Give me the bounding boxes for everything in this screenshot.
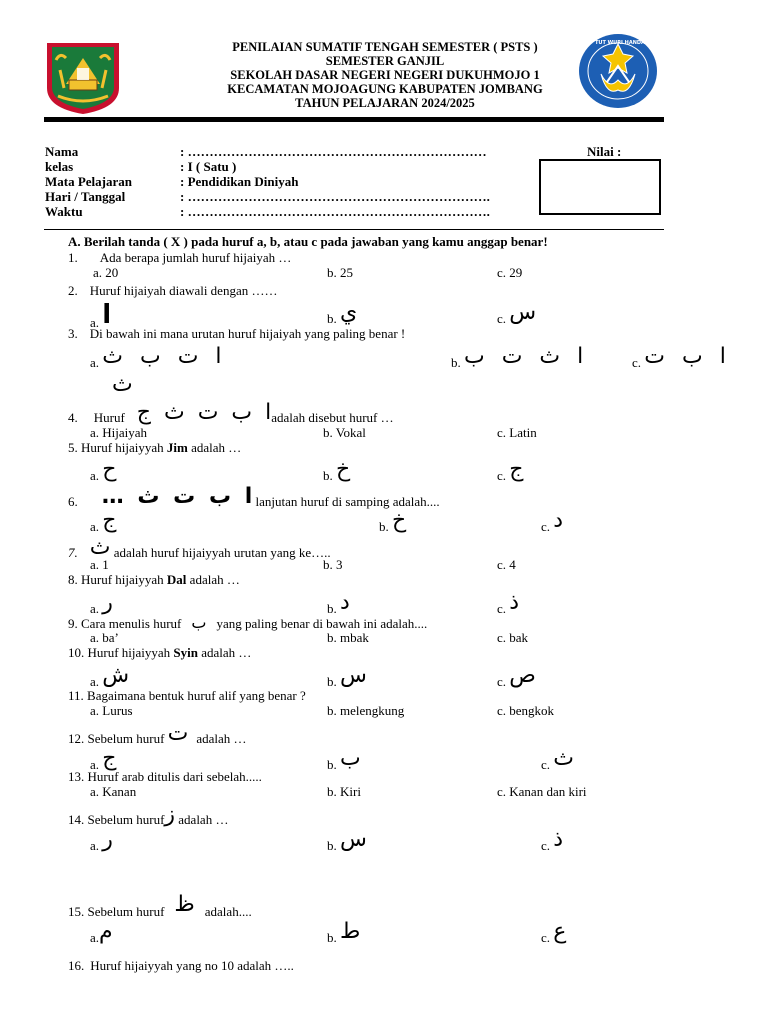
q9-arabic: ب [191,613,207,632]
q12-option-b-label: b. [327,757,337,772]
q2-text: Huruf hijaiyah diawali dengan …… [89,283,278,298]
q4-option-c[interactable]: c. Latin [497,425,537,440]
q14-option-b-arabic: س [340,827,367,852]
q3-option-a-wrap: ث [112,372,133,397]
q2-option-b-arabic: ي [340,300,358,325]
q15-option-b[interactable] [327,919,361,947]
q12-arabic: ت [167,721,189,746]
q12-text-pre: Sebelum huruf [87,731,165,746]
q3-option-c[interactable] [632,344,726,372]
identity-value-mapel: : Pendidikan Diniyah [180,174,299,189]
q15 [68,892,252,921]
q3-option-b[interactable] [451,344,584,372]
identity-value-kelas: : I ( Satu ) [180,159,237,174]
q14-text-post: adalah … [178,812,229,827]
q6-option-a-label: a. [90,519,100,534]
q5 [68,440,241,456]
q9-option-b[interactable]: b. mbak [327,630,369,645]
q2-option-a-label: a. [90,315,100,330]
q12-option-b-arabic: ب [340,746,361,771]
q15-arabic: ظ [174,892,195,917]
q8-option-c-label: c. [497,601,507,616]
identity-value-tanggal[interactable]: : ……………………………………………………………. [180,189,490,204]
q11-option-a[interactable]: a. Lurus [90,703,133,718]
q8-text-pre: Huruf hijaiyyah [81,572,167,587]
q10-option-c-arabic: ص [509,663,536,688]
q3-option-c-label: c. [632,355,642,370]
header-line-2: SEMESTER GANJIL [325,54,445,68]
tut-wuri-handayani-logo [577,32,659,110]
q6-option-a-arabic: ج [102,508,117,533]
q7-number: 7. [68,545,78,560]
q16-text: Huruf hijaiyyah yang no 10 adalah ….. [90,958,294,973]
q8-text-bold: Dal [166,572,187,587]
q11-number: 11. [68,688,84,703]
q2-option-a-arabic: ا [102,300,112,330]
q14-option-b[interactable] [327,827,367,855]
q4-option-a[interactable]: a. Hijaiyah [90,425,148,440]
q3-option-b-arabic: ا ث ت ب [464,344,584,369]
q6-option-b-label: b. [379,519,389,534]
q12 [68,721,247,748]
q4-option-b[interactable]: b. Vokal [323,425,366,440]
q8-option-a-label: a. [90,601,100,616]
q14-option-a-arabic: ر [102,827,113,852]
q5-text-post: adalah … [187,440,242,455]
identity-value-waktu[interactable]: : ……………………………………………………………. [180,204,490,219]
identity-label-nama: Nama [45,144,79,159]
q5-option-c-arabic: ج [509,457,524,482]
q10-text-bold: Syin [173,645,198,660]
q4 [68,400,394,427]
q5-text-pre: Huruf hijaiyyah [81,440,167,455]
q14 [68,802,229,829]
q1-option-a[interactable]: a. 20 [93,265,119,280]
q13 [68,769,262,785]
header-line-1: PENILAIAN SUMATIF TENGAH SEMESTER ( PSTS ) [232,40,538,54]
q3-option-a[interactable] [90,344,222,372]
q15-option-a[interactable] [90,919,113,947]
q14-text-pre: Sebelum huruf [87,812,165,827]
q11-text: Bagaimana bentuk huruf alif yang benar ? [87,688,306,703]
q2-option-c-arabic: س [509,300,537,325]
q3-option-a-arabic: ا ت ب ث [102,344,222,369]
q12-option-c-arabic: ث [553,746,574,771]
q10-option-a-label: a. [90,674,100,689]
header-divider [44,117,664,122]
identity-label-tanggal: Hari / Tanggal [45,189,126,204]
q12-option-a-arabic: ج [102,746,117,771]
header-line-4: KECAMATAN MOJOAGUNG KABUPATEN JOMBANG [227,82,543,96]
q9-text-post: yang paling benar di bawah ini adalah.... [216,616,428,631]
q5-option-b[interactable] [323,457,351,485]
q7-text: adalah huruf hijaiyyah urutan yang ke….. [113,545,331,560]
q8-option-a-arabic: ر [102,590,113,615]
q7-option-a[interactable]: a. 1 [90,557,109,572]
q5-option-b-label: b. [323,468,333,483]
q14-number: 14. [68,812,85,827]
q15-number: 15. [68,904,85,919]
q13-text: Huruf arab ditulis dari sebelah..... [87,769,262,784]
q9 [68,615,427,632]
q1-text: Ada berapa jumlah huruf hijaiyah … [99,250,292,265]
q3-option-c-arabic: ا ب ت [644,344,726,369]
q11-option-b[interactable]: b. melengkung [327,703,405,718]
q3-option-b-label: b. [451,355,461,370]
q2-number: 2. [68,283,78,298]
q13-option-a[interactable]: a. Kanan [90,784,137,799]
identity-label-mapel: Mata Pelajaran [45,174,133,189]
q10-option-a-arabic: ش [102,663,130,688]
q8-option-c-arabic: ذ [509,590,520,615]
q13-option-c[interactable]: c. Kanan dan kiri [497,784,587,799]
q2-option-b[interactable] [327,300,358,328]
q12-option-a-label: a. [90,757,100,772]
header-line-3: SEKOLAH DASAR NEGERI NEGERI DUKUHMOJO 1 [230,68,540,82]
q3-number: 3. [68,326,78,341]
q15-option-a-arabic: م [99,919,113,944]
q4-arabic: ا ب ت ث ج [136,400,272,425]
q14-option-c-arabic: ذ [553,827,564,852]
q9-number: 9. [68,616,78,631]
q3-text: Di bawah ini mana urutan huruf hijaiyah yang paling benar ! [89,326,406,341]
q6-number: 6. [68,494,78,509]
q4-text-pre: Huruf [93,410,125,425]
q6-option-c-arabic: د [553,508,564,533]
q14-option-c[interactable] [541,827,564,855]
q13-number: 13. [68,769,85,784]
q14-arabic: ز [164,802,176,827]
q6-option-b[interactable] [379,508,407,536]
q10-text-pre: Huruf hijaiyyah [87,645,174,660]
header-line-5: TAHUN PELAJARAN 2024/2025 [295,96,475,110]
q8-option-c[interactable] [497,590,520,618]
q16 [68,958,294,974]
q1-option-c[interactable]: c. 29 [497,265,523,280]
identity-label-waktu: Waktu [45,204,83,219]
q2-option-b-label: b. [327,311,337,326]
q7-option-c[interactable]: c. 4 [497,557,516,572]
q15-option-c-label: c. [541,930,551,945]
q2-option-c[interactable] [497,300,537,328]
q8 [68,572,240,588]
q1 [68,250,291,266]
q10-option-b-arabic: س [340,663,367,688]
q15-text-pre: Sebelum huruf [87,904,165,919]
q6-text: lanjutan huruf di samping adalah.... [255,494,440,509]
identity-value-nama[interactable]: : …………………………………………………………… [180,144,487,159]
q11 [68,688,306,704]
q1-option-b[interactable]: b. 25 [327,265,353,280]
q10-option-c-label: c. [497,674,507,689]
q14-option-a-label: a. [90,838,100,853]
q8-number: 8. [68,572,78,587]
q16-number: 16. [68,958,85,973]
q5-option-b-arabic: خ [336,457,351,482]
q6 [68,484,440,511]
q8-text-post: adalah … [186,572,240,587]
q6-option-c-label: c. [541,519,551,534]
q7-arabic: ث [89,535,111,560]
q5-option-a-label: a. [90,468,100,483]
q4-number: 4. [68,410,78,425]
identity-label-kelas: kelas [45,159,74,174]
q5-option-c[interactable] [497,457,524,485]
q12-option-c[interactable] [541,746,574,774]
q5-option-c-label: c. [497,468,507,483]
q2 [68,283,277,299]
q4-text-post: adalah disebut huruf … [271,410,394,425]
q8-option-b-label: b. [327,601,337,616]
q3 [68,326,405,342]
q12-text-post: adalah … [196,731,247,746]
q15-option-b-arabic: ط [340,919,361,944]
q5-option-a-arabic: ح [102,457,117,482]
q8-option-b-arabic: د [340,590,350,615]
q15-option-c-arabic: ع [553,919,567,944]
q10-option-b[interactable] [327,663,367,691]
q10-option-b-label: b. [327,674,337,689]
q11-option-c[interactable]: c. bengkok [497,703,555,718]
q10-text-post: adalah … [198,645,252,660]
q9-option-a[interactable]: a. ba’ [90,630,119,645]
q12-number: 12. [68,731,85,746]
q15-option-c[interactable] [541,919,567,947]
identity-divider [44,229,664,230]
q13-option-b[interactable]: b. Kiri [327,784,361,799]
q14-option-c-label: c. [541,838,551,853]
q15-option-a-label: a. [90,930,100,945]
q10-number: 10. [68,645,85,660]
q6-arabic: ا ب ت ث … [101,484,253,509]
q3-option-a-label: a. [90,355,100,370]
q6-option-c[interactable] [541,508,564,536]
q15-text-post: adalah.... [204,904,252,919]
nilai-box[interactable] [539,159,661,215]
nilai-label: Nilai : [587,144,622,159]
q7-option-b[interactable]: b. 3 [323,557,343,572]
q14-option-b-label: b. [327,838,337,853]
q2-option-c-label: c. [497,311,507,326]
q5-option-a[interactable] [90,457,117,485]
logo-right-text: TUT WURI HANDAYANI [595,40,658,46]
q9-text-pre: Cara menulis huruf [81,616,182,631]
q5-text-bold: Jim [166,440,188,455]
q10-option-c[interactable] [497,663,536,691]
jombang-regency-logo [44,40,122,116]
q10 [68,645,251,661]
q6-option-b-arabic: خ [392,508,407,533]
q15-option-b-label: b. [327,930,337,945]
q6-option-a[interactable] [90,508,117,536]
q1-number: 1. [68,250,78,265]
q9-option-c[interactable]: c. bak [497,630,529,645]
q5-number: 5. [68,440,78,455]
q12-option-b[interactable] [327,746,361,774]
section-a-instruction: A. Berilah tanda ( X ) pada huruf a, b, atau c pada jawaban yang kamu anggap benar! [68,234,548,249]
q12-option-c-label: c. [541,757,551,772]
q14-option-a[interactable] [90,827,113,855]
